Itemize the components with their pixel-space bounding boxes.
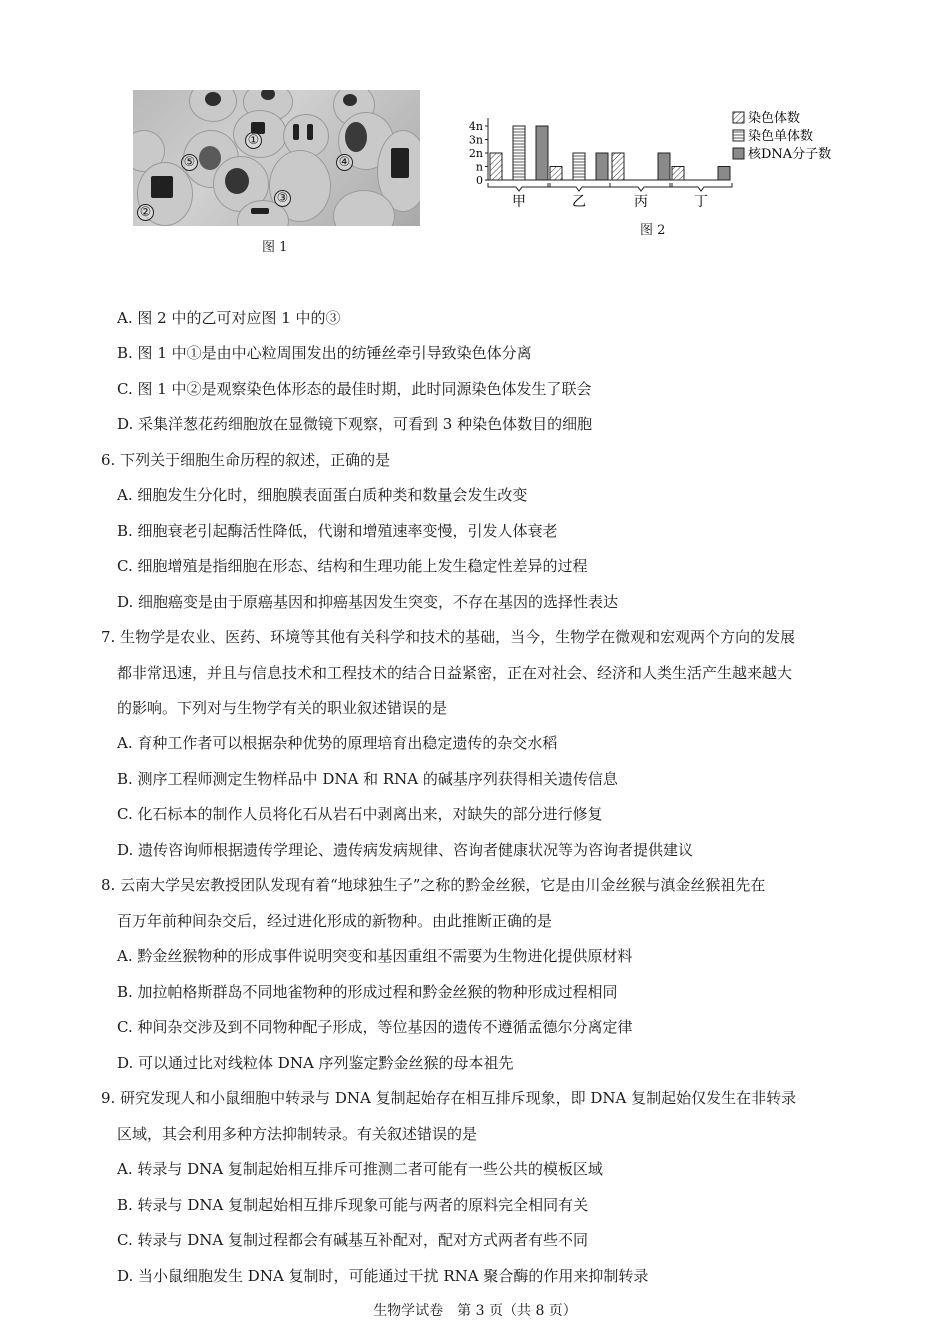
bar-1 xyxy=(612,153,624,180)
group-brace xyxy=(610,183,672,191)
figure2-caption: 图 2 xyxy=(640,223,666,238)
q5-option-c: C. 图 1 中②是观察染色体形态的最佳时期，此时同源染色体发生了联会 xyxy=(117,380,592,398)
q9-option-b: B. 转录与 DNA 复制起始相互排斥现象可能与两者的原料完全相同有关 xyxy=(117,1196,589,1214)
q8-option-b: B. 加拉帕格斯群岛不同地雀物种的形成过程和黔金丝猴的物种形成过程相同 xyxy=(117,983,618,1001)
y-tick-label: n xyxy=(475,160,483,174)
q6-option-d: D. 细胞癌变是由于原癌基因和抑癌基因发生突变，不存在基因的选择性表达 xyxy=(117,593,619,611)
figure1-micrograph xyxy=(133,90,420,226)
y-tick-label: 4n xyxy=(468,120,483,133)
group-label: 甲 xyxy=(512,194,526,210)
y-tick-label: 3n xyxy=(468,133,483,147)
group-brace xyxy=(670,183,732,191)
bar-3 xyxy=(718,167,730,181)
q7-option-c: C. 化石标本的制作人员将化石从岩石中剥离出来，对缺失的部分进行修复 xyxy=(117,805,603,823)
q8-stem-line2: 百万年前种间杂交后，经过进化形成的新物种。由此推断正确的是 xyxy=(117,912,553,930)
bar-1 xyxy=(550,167,562,181)
q5-option-b: B. 图 1 中①是由中心粒周围发出的纺锤丝牵引导致染色体分离 xyxy=(117,344,532,362)
label-cell-5: ⑤ xyxy=(181,154,198,171)
q7-stem-line3: 的影响。下列对与生物学有关的职业叙述错误的是 xyxy=(117,699,448,717)
figure1-caption: 图 1 xyxy=(262,240,288,255)
q5-option-d: D. 采集洋葱花药细胞放在显微镜下观察，可看到 3 种染色体数目的细胞 xyxy=(117,415,593,433)
legend-swatch xyxy=(733,130,744,141)
q8-option-d: D. 可以通过比对线粒体 DNA 序列鉴定黔金丝猴的母本祖先 xyxy=(117,1054,514,1072)
group-label: 乙 xyxy=(572,194,586,210)
q9-stem-line2: 区域，其会利用多种方法抑制转录。有关叙述错误的是 xyxy=(117,1125,478,1143)
q7-option-b: B. 测序工程师测定生物样品中 DNA 和 RNA 的碱基序列获得相关遗传信息 xyxy=(117,770,618,788)
legend-swatch xyxy=(733,148,744,159)
label-cell-3: ③ xyxy=(274,190,291,207)
q6-option-c: C. 细胞增殖是指细胞在形态、结构和生理功能上发生稳定性差异的过程 xyxy=(117,557,588,575)
bar-1 xyxy=(490,153,502,180)
bar-2 xyxy=(513,126,525,180)
q8-stem-line1: 8. 云南大学吴宏教授团队发现有着“地球独生子”之称的黔金丝猴，它是由川金丝猴与滇金丝猴祖先在 xyxy=(101,876,766,894)
group-brace xyxy=(488,183,550,191)
label-cell-1: ① xyxy=(245,132,262,149)
group-brace xyxy=(548,183,610,191)
q7-stem-line2: 都非常迅速，并且与信息技术和工程技术的结合日益紧密，正在对社会、经济和人类生活产生越来越大 xyxy=(117,664,793,682)
group-label: 丙 xyxy=(634,194,648,210)
q7-option-a: A. 育种工作者可以根据杂种优势的原理培育出稳定遗传的杂交水稻 xyxy=(117,734,558,752)
q8-option-c: C. 种间杂交涉及到不同物种配子形成，等位基因的遗传不遵循孟德尔分离定律 xyxy=(117,1018,633,1036)
page-footer: 生物学试卷 第 3 页（共 8 页） xyxy=(373,1303,577,1319)
bar-3 xyxy=(596,153,608,180)
label-cell-2: ② xyxy=(137,204,154,221)
bar-3 xyxy=(536,126,548,180)
q6-option-b: B. 细胞衰老引起酶活性降低，代谢和增殖速率变慢，引发人体衰老 xyxy=(117,522,558,540)
y-tick-label: 0 xyxy=(476,174,483,187)
legend-label: 染色体数 xyxy=(748,111,801,126)
q9-option-d: D. 当小鼠细胞发生 DNA 复制时，可能通过干扰 RNA 聚合酶的作用来抑制转录 xyxy=(117,1267,649,1285)
bar-3 xyxy=(658,153,670,180)
legend-label: 核DNA分子数 xyxy=(748,147,832,162)
label-cell-4: ④ xyxy=(336,154,353,171)
q9-stem-line1: 9. 研究发现人和小鼠细胞中转录与 DNA 复制起始存在相互排斥现象，即 DNA 复制起始仅发生在非转录 xyxy=(101,1089,797,1107)
legend-label: 染色单体数 xyxy=(748,129,814,144)
bar-1 xyxy=(672,167,684,181)
y-tick-label: 2n xyxy=(468,147,483,160)
q6-stem: 6. 下列关于细胞生命历程的叙述，正确的是 xyxy=(101,451,391,469)
figure2-bar-chart xyxy=(460,110,850,220)
bar-2 xyxy=(573,153,585,180)
q8-option-a: A. 黔金丝猴物种的形成事件说明突变和基因重组不需要为生物进化提供原材料 xyxy=(117,947,633,965)
q7-stem-line1: 7. 生物学是农业、医药、环境等其他有关科学和技术的基础，当今，生物学在微观和宏观两个方向的发展 xyxy=(101,628,796,646)
q9-option-a: A. 转录与 DNA 复制起始相互排斥可推测二者可能有一些公共的模板区域 xyxy=(117,1160,603,1178)
group-label: 丁 xyxy=(694,194,708,210)
q7-option-d: D. 遗传咨询师根据遗传学理论、遗传病发病规律、咨询者健康状况等为咨询者提供建议 xyxy=(117,841,694,859)
q6-option-a: A. 细胞发生分化时，细胞膜表面蛋白质种类和数量会发生改变 xyxy=(117,486,528,504)
q9-option-c: C. 转录与 DNA 复制过程都会有碱基互补配对，配对方式两者有些不同 xyxy=(117,1231,589,1249)
q5-option-a: A. 图 2 中的乙可对应图 1 中的③ xyxy=(117,309,341,327)
legend-swatch xyxy=(733,112,744,123)
